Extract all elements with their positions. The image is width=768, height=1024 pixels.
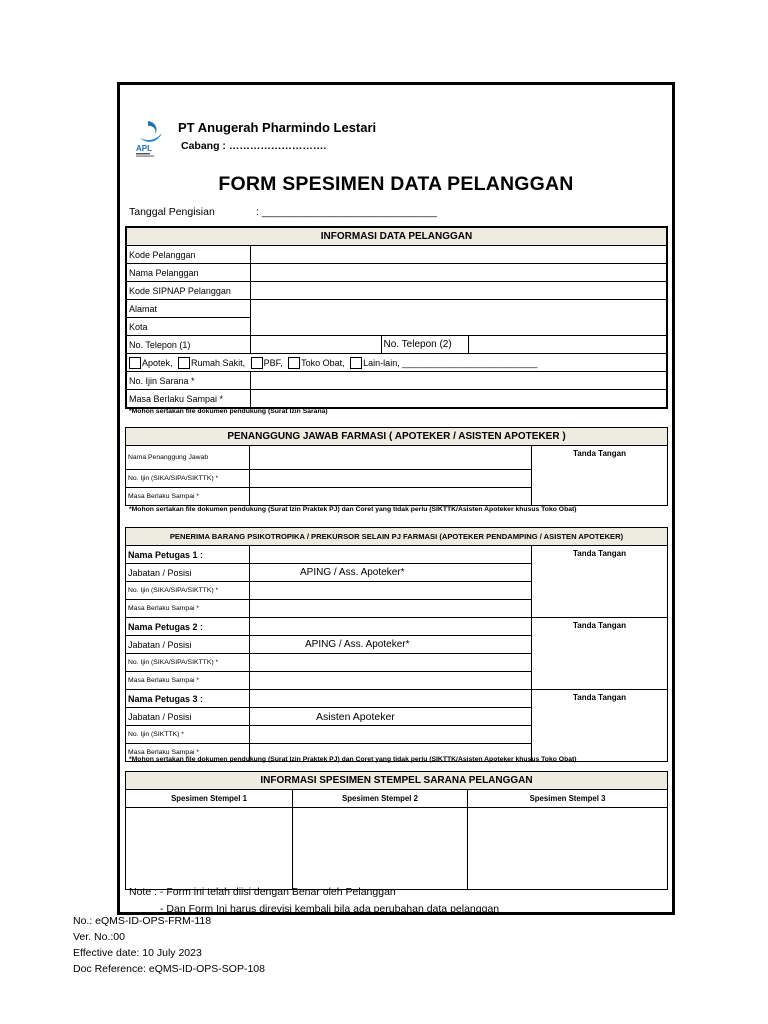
customer-info-heading: INFORMASI DATA PELANGGAN — [126, 227, 667, 246]
telepon2-label: No. Telepon (2) — [381, 336, 468, 354]
pj-nama-field[interactable] — [250, 446, 532, 470]
receivers-note: *Mohon sertakan file dokumen pendukung (Surat Izin Praktek PJ) dan Coret yang tidak perlu (SIKTTK/Asisten Apoteker khusus Toko Obat) — [129, 756, 577, 763]
ijin-sarana-field[interactable] — [250, 372, 667, 390]
berlaku-field[interactable] — [250, 390, 667, 409]
footer-note-1: Note : - Form ini telah diisi dengan Benar oleh Pelanggan — [129, 886, 396, 898]
table-row — [126, 354, 667, 372]
customer-info-note: *Mohon sertakan file dokumen pendukung (Surat Izin Sarana) — [129, 408, 328, 415]
petugas2-ijin-field[interactable] — [250, 654, 532, 672]
stamp2-header: Spesimen Stempel 2 — [293, 790, 468, 808]
stamp-table — [125, 771, 668, 890]
petugas2-ijin-label: No. Ijin (SIKA/SIPA/SIKTTK) * — [126, 654, 250, 672]
petugas3-berlaku-label: Masa Berlaku Sampai * — [126, 744, 250, 762]
pj-nama-label: Nama Penanggung Jawab — [126, 446, 250, 470]
petugas3-name-label: Nama Petugas 3 : — [126, 690, 250, 708]
pbf-checkbox[interactable] — [251, 357, 263, 369]
doc-reference: Doc Reference: eQMS-ID-OPS-SOP-108 — [73, 963, 265, 975]
apotek-label: Apotek, — [142, 357, 173, 368]
date-field[interactable]: : ______________________________ — [256, 206, 438, 218]
petugas2-berlaku-label: Masa Berlaku Sampai * — [126, 672, 250, 690]
stamp1-header: Spesimen Stempel 1 — [126, 790, 293, 808]
petugas1-signature-box[interactable]: Tanda Tangan — [532, 546, 668, 618]
pj-farmasi-heading: PENANGGUNG JAWAB FARMASI ( APOTEKER / ASISTEN APOTEKER ) — [126, 428, 668, 446]
pj-signature-box[interactable]: Tanda Tangan — [532, 446, 668, 506]
form-title: FORM SPESIMEN DATA PELANGGAN — [218, 173, 574, 195]
nama-pelanggan-field[interactable] — [250, 264, 667, 282]
table-row — [126, 808, 668, 890]
ijin-sarana-label: No. Ijin Sarana * — [126, 372, 250, 390]
apotek-checkbox[interactable] — [129, 357, 141, 369]
lain-lain-checkbox[interactable] — [350, 357, 362, 369]
receivers-heading: PENERIMA BARANG PSIKOTROPIKA / PREKURSOR SELAIN PJ FARMASI (APOTEKER PENDAMPING / ASISTEN APOTEKER) — [126, 528, 668, 546]
nama-pelanggan-label: Nama Pelanggan — [126, 264, 250, 282]
telepon2-field[interactable] — [468, 336, 667, 354]
receivers-table — [125, 527, 668, 762]
alamat-label: Alamat — [126, 300, 250, 318]
table-row — [126, 246, 667, 264]
petugas1-position-value[interactable]: APING / Ass. Apoteker* — [250, 564, 532, 582]
table-row — [126, 546, 668, 564]
table-row — [126, 282, 667, 300]
pj-farmasi-note: *Mohon sertakan file dokumen pendukung (Surat Izin Praktek PJ) dan Coret yang tidak perlu (SIKTTK/Asisten Apoteker khusus Toko Obat) — [129, 506, 577, 513]
table-row — [126, 372, 667, 390]
date-label: Tanggal Pengisian — [129, 206, 215, 218]
doc-version: Ver. No.:00 — [73, 931, 125, 943]
petugas1-name-label: Nama Petugas 1 : — [126, 546, 250, 564]
company-name: PT Anugerah Pharmindo Lestari — [178, 120, 377, 135]
sipnap-field[interactable] — [250, 282, 667, 300]
stamp-heading: INFORMASI SPESIMEN STEMPEL SARANA PELANGGAN — [126, 772, 668, 790]
kode-pelanggan-label: Kode Pelanggan — [126, 246, 250, 264]
petugas3-position-value[interactable]: Asisten Apoteker — [250, 708, 532, 726]
petugas2-name-label: Nama Petugas 2 : — [126, 618, 250, 636]
table-row — [126, 336, 667, 354]
petugas2-position-value[interactable]: APING / Ass. Apoteker* — [250, 636, 532, 654]
table-row — [126, 690, 668, 708]
petugas1-berlaku-label: Masa Berlaku Sampai * — [126, 600, 250, 618]
table-row — [126, 618, 668, 636]
petugas2-signature-box[interactable]: Tanda Tangan — [532, 618, 668, 690]
table-row — [126, 390, 667, 409]
rumah-sakit-label: Rumah Sakit, — [191, 357, 246, 368]
doc-effective-date: Effective date: 10 July 2023 — [73, 947, 202, 959]
petugas2-jabatan-label: Jabatan / Posisi — [126, 636, 250, 654]
stamp1-box[interactable] — [126, 808, 293, 890]
footer-note-2: - Dan Form Ini harus direvisi kembali bila ada perubahan data pelanggan — [160, 903, 500, 915]
berlaku-label: Masa Berlaku Sampai * — [126, 390, 250, 409]
toko-obat-checkbox[interactable] — [288, 357, 300, 369]
form-page — [117, 82, 675, 915]
pbf-label: PBF, — [263, 357, 283, 368]
kode-pelanggan-field[interactable] — [250, 246, 667, 264]
petugas1-ijin-field[interactable] — [250, 582, 532, 600]
customer-info-table — [125, 226, 668, 409]
petugas3-ijin-label: No. Ijin (SIKTTK) * — [126, 726, 250, 744]
petugas3-jabatan-label: Jabatan / Posisi — [126, 708, 250, 726]
svg-text:APL: APL — [136, 144, 152, 153]
toko-obat-label: Toko Obat, — [301, 357, 345, 368]
table-row — [126, 264, 667, 282]
petugas2-name-field[interactable] — [250, 618, 532, 636]
petugas1-berlaku-field[interactable] — [250, 600, 532, 618]
pj-ijin-field[interactable] — [250, 470, 532, 488]
petugas3-ijin-field[interactable] — [250, 726, 532, 744]
telepon1-field[interactable] — [250, 336, 381, 354]
apl-logo-icon — [134, 118, 168, 158]
petugas2-berlaku-field[interactable] — [250, 672, 532, 690]
date-row — [129, 206, 438, 218]
kota-label: Kota — [126, 318, 250, 336]
pj-farmasi-table — [125, 427, 668, 506]
petugas3-name-field[interactable] — [250, 690, 532, 708]
table-row — [126, 300, 667, 318]
pj-ijin-label: No. Ijin (SIKA/SIPA/SIKTTK) * — [126, 470, 250, 488]
petugas3-signature-box[interactable]: Tanda Tangan — [532, 690, 668, 762]
petugas1-jabatan-label: Jabatan / Posisi — [126, 564, 250, 582]
petugas1-name-field[interactable] — [250, 546, 532, 564]
doc-meta — [73, 913, 265, 977]
table-row — [126, 446, 668, 470]
stamp3-box[interactable] — [468, 808, 668, 890]
doc-number: No.: eQMS-ID-OPS-FRM-118 — [73, 915, 212, 927]
rumah-sakit-checkbox[interactable] — [178, 357, 190, 369]
stamp3-header: Spesimen Stempel 3 — [468, 790, 668, 808]
customer-type-row — [126, 354, 667, 372]
petugas1-ijin-label: No. Ijin (SIKA/SIPA/SIKTTK) * — [126, 582, 250, 600]
branch-field[interactable]: Cabang : ………………………. — [181, 140, 327, 152]
table-row — [126, 790, 668, 808]
alamat-field[interactable] — [250, 300, 667, 336]
sipnap-label: Kode SIPNAP Pelanggan — [126, 282, 250, 300]
telepon1-label: No. Telepon (1) — [126, 336, 250, 354]
pj-berlaku-label: Masa Berlaku Sampai * — [126, 488, 250, 506]
pj-berlaku-field[interactable] — [250, 488, 532, 506]
stamp2-box[interactable] — [293, 808, 468, 890]
lain-lain-label: Lain-lain, ___________________________ — [363, 357, 538, 368]
